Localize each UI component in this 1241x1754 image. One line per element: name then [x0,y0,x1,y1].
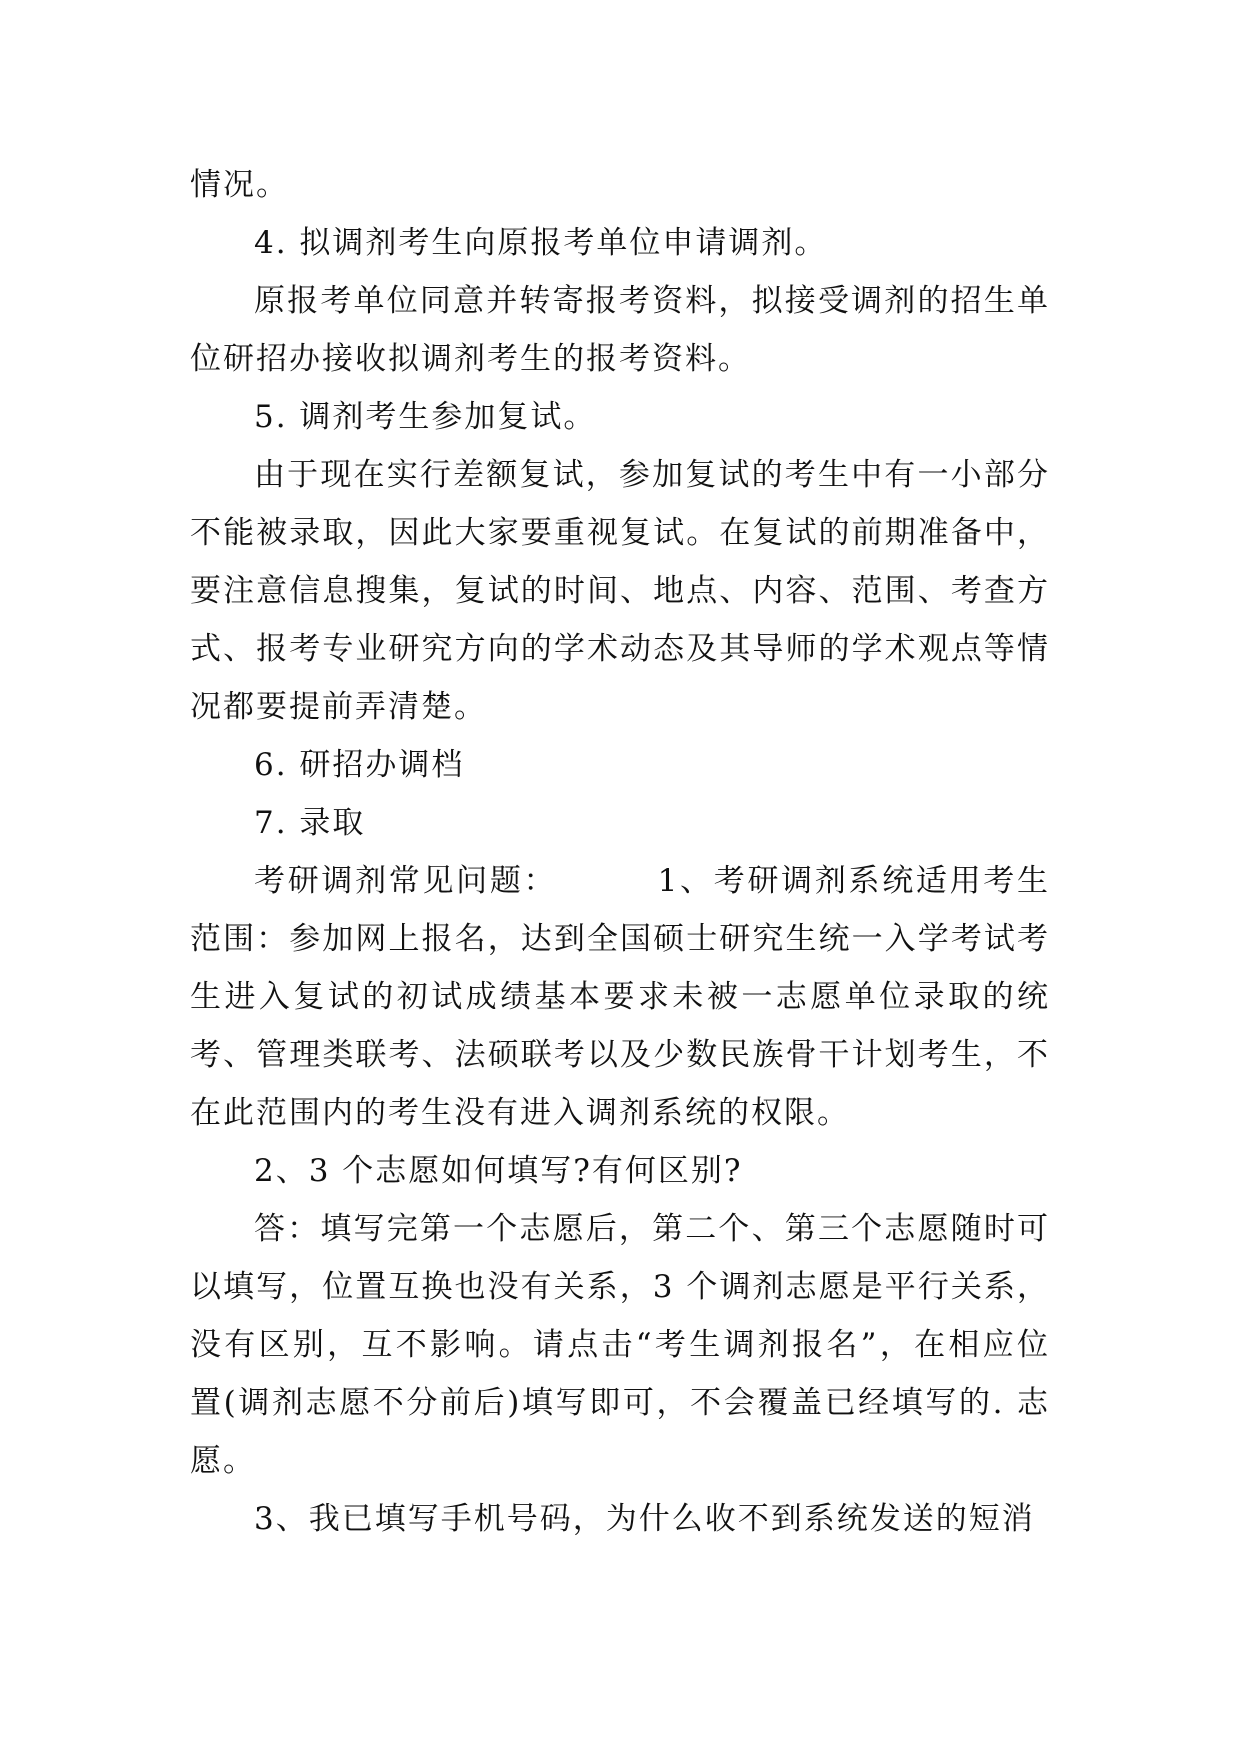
paragraph-4: 5. 调剂考生参加复试。 [254,399,597,435]
paragraph-10: 答：填写完第一个志愿后，第二个、第三个志愿随时可以填写，位置互换也没有关系，3 个调剂志愿是平行关系，没有区别，互不影响。请点击“考生调剂报名”，在相应位置(调剂志愿不分前后)填写即可，不会覆盖已经填写的. 志愿。 [190,1211,1050,1479]
paragraph-11: 3、我已填写手机号码，为什么收不到系统发送的短消 [254,1501,1035,1537]
paragraph-8: 考研调剂常见问题： 1、考研调剂系统适用考生范围：参加网上报名，达到全国硕士研究生统一入学考试考生进入复试的初试成绩基本要求未被一志愿单位录取的统考、管理类联考、法硕联考以及少数民族骨干计划考生，不在此范围内的考生没有进入调剂系统的权限。 [190,863,1050,1131]
paragraph-1: 情况。 [190,167,289,203]
document-body [190,156,1050,1548]
paragraph-2: 4. 拟调剂考生向原报考单位申请调剂。 [254,225,828,261]
paragraph-3: 原报考单位同意并转寄报考资料，拟接受调剂的招生单位研招办接收拟调剂考生的报考资料。 [190,283,1050,377]
paragraph-6: 6. 研招办调档 [254,747,465,783]
paragraph-9: 2、3 个志愿如何填写?有何区别? [254,1153,743,1189]
paragraph-7: 7. 录取 [254,805,366,841]
paragraph-5: 由于现在实行差额复试，参加复试的考生中有一小部分不能被录取，因此大家要重视复试。在复试的前期准备中，要注意信息搜集，复试的时间、地点、内容、范围、考查方式、报考专业研究方向的学术动态及其导师的学术观点等情况都要提前弄清楚。 [190,457,1050,725]
